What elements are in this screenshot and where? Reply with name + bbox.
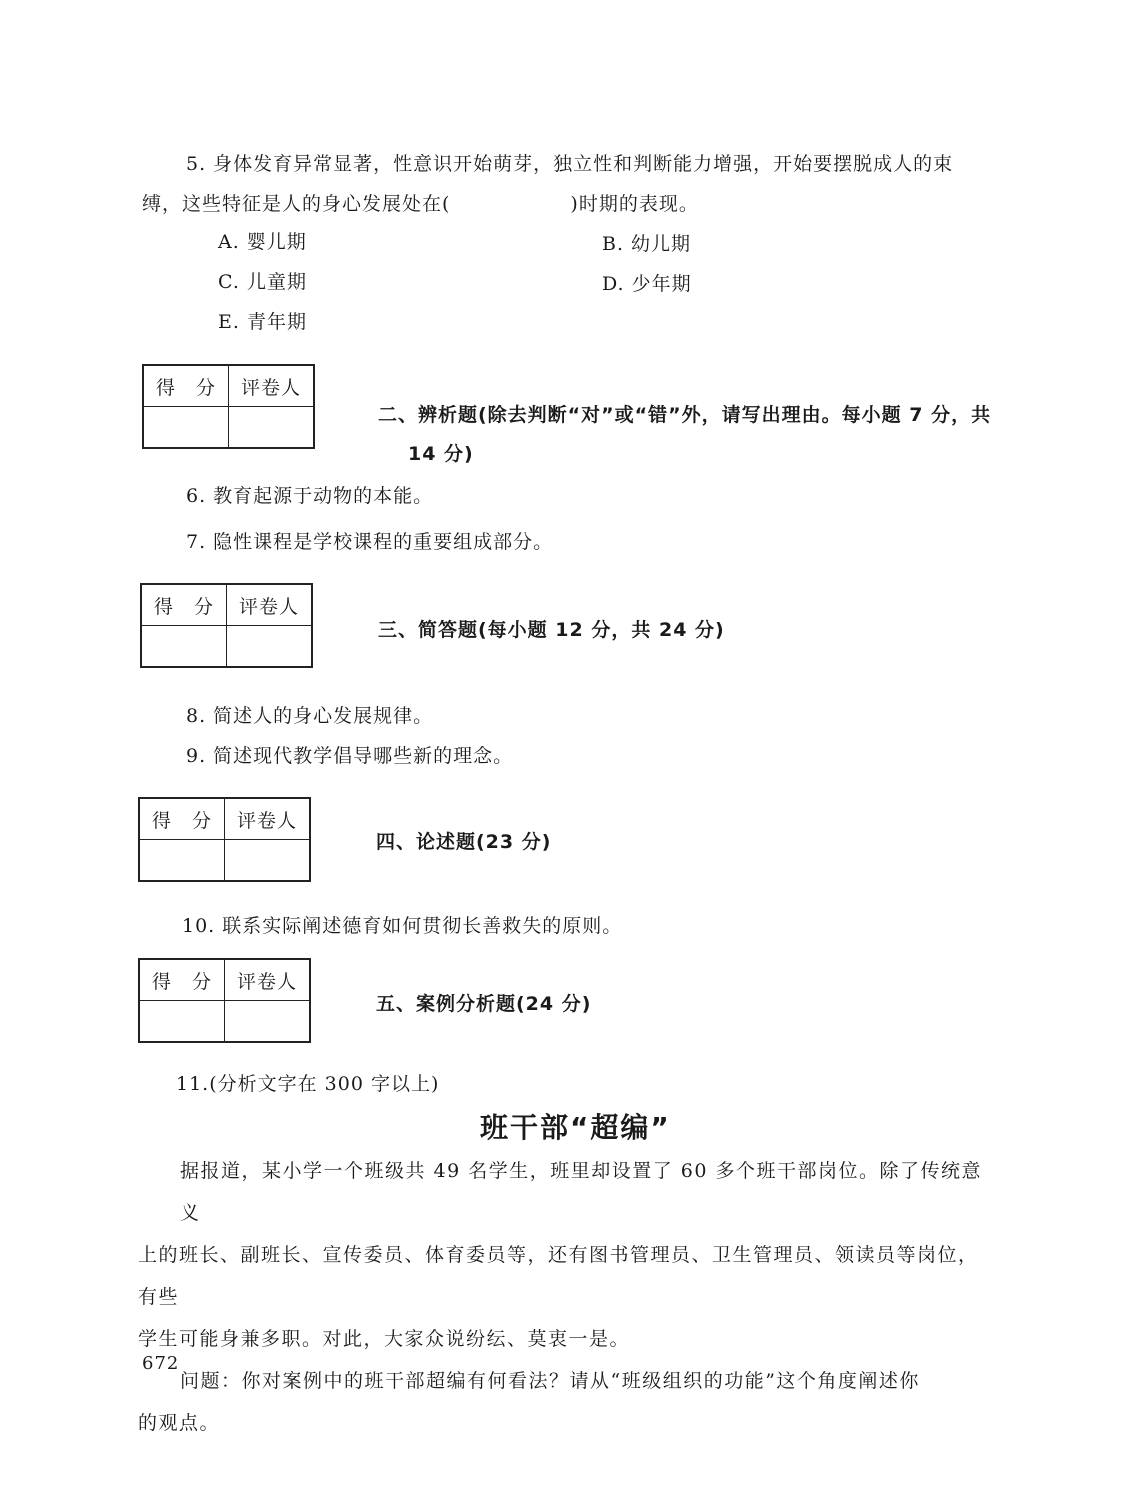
q9-text: 9. 简述现代教学倡导哪些新的理念。 — [186, 745, 514, 767]
score-header: 得 分 — [139, 959, 225, 1001]
score-box-section4 — [138, 797, 311, 882]
q5-option-b: B. 幼儿期 — [602, 233, 692, 255]
case-p2-line2: 的观点。 — [138, 1412, 221, 1434]
grader-header: 评卷人 — [227, 584, 313, 626]
section2-heading: 二、辨析题(除去判断“对”或“错”外，请写出理由。每小题 7 分，共 — [378, 404, 992, 426]
q6-text: 6. 教育起源于动物的本能。 — [186, 485, 434, 507]
grader-cell — [225, 1001, 311, 1043]
q5-option-d: D. 少年期 — [602, 273, 692, 295]
score-box-section2 — [142, 364, 315, 449]
case-p1-line1: 据报道，某小学一个班级共 49 名学生，班里却设置了 60 多个班干部岗位。除了传统意义 — [180, 1160, 983, 1224]
q5-option-a: A. 婴儿期 — [218, 231, 307, 253]
q8-text: 8. 简述人的身心发展规律。 — [186, 705, 434, 727]
grader-cell — [227, 626, 313, 668]
score-cell — [139, 1001, 225, 1043]
page-number: 672 — [142, 1353, 180, 1374]
grader-cell — [229, 407, 315, 449]
case-title: 班干部“超编” — [480, 1111, 671, 1144]
score-header: 得 分 — [143, 365, 229, 407]
section2-heading-cont: 14 分) — [408, 443, 474, 465]
grader-header: 评卷人 — [225, 798, 311, 840]
case-p1-line2: 上的班长、副班长、宣传委员、体育委员等，还有图书管理员、卫生管理员、领读员等岗位，有些 — [138, 1244, 979, 1308]
score-header: 得 分 — [139, 798, 225, 840]
q5-option-e: E. 青年期 — [218, 311, 307, 333]
case-paragraph-1 — [138, 1150, 998, 1444]
grader-header: 评卷人 — [229, 365, 315, 407]
score-box-section5 — [138, 958, 311, 1043]
q11-text: 11.(分析文字在 300 字以上) — [176, 1073, 440, 1095]
section3-heading: 三、简答题(每小题 12 分，共 24 分) — [378, 619, 725, 641]
q5-option-c: C. 儿童期 — [218, 271, 307, 293]
score-box-section3 — [140, 583, 313, 668]
section4-heading: 四、论述题(23 分) — [376, 831, 552, 853]
q10-text: 10. 联系实际阐述德育如何贯彻长善救失的原则。 — [182, 915, 623, 937]
case-p2-line1: 问题：你对案例中的班干部超编有何看法？请从“班级组织的功能”这个角度阐述你 — [180, 1370, 920, 1392]
score-cell — [143, 407, 229, 449]
grader-cell — [225, 840, 311, 882]
score-cell — [141, 626, 227, 668]
q5-line2: 缚，这些特征是人的身心发展处在( )时期的表现。 — [142, 193, 699, 215]
score-cell — [139, 840, 225, 882]
q5-line1: 5. 身体发育异常显著，性意识开始萌芽，独立性和判断能力增强，开始要摆脱成人的束 — [186, 153, 954, 175]
score-header: 得 分 — [141, 584, 227, 626]
case-p1-line3: 学生可能身兼多职。对此，大家众说纷纭、莫衷一是。 — [138, 1328, 631, 1350]
q7-text: 7. 隐性课程是学校课程的重要组成部分。 — [186, 531, 554, 553]
grader-header: 评卷人 — [225, 959, 311, 1001]
section5-heading: 五、案例分析题(24 分) — [376, 993, 592, 1015]
